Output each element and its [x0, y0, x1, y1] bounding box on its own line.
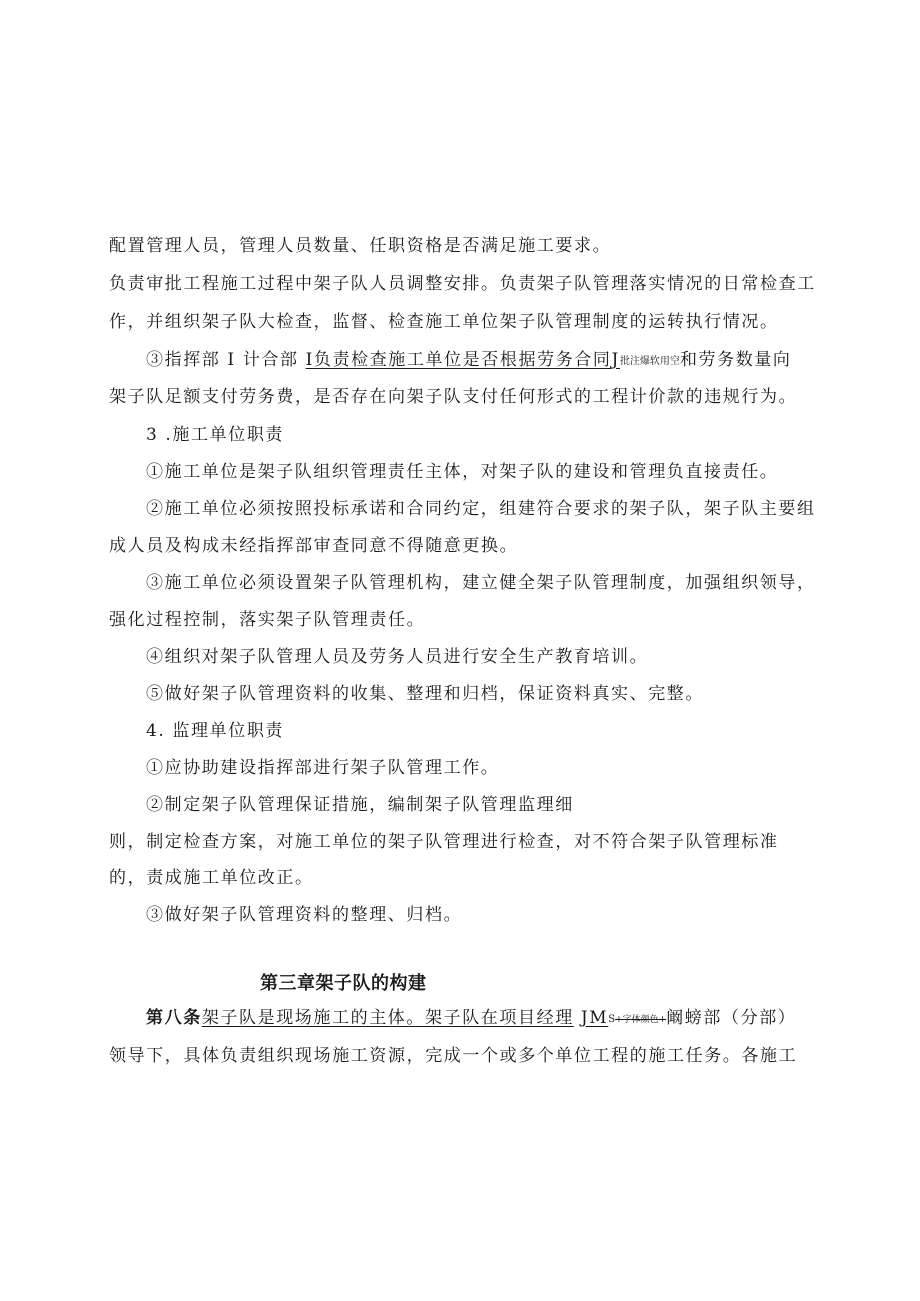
text-line-15: ①应协助建设指挥部进行架子队管理工作。	[146, 758, 500, 778]
underlined-revision: 架子队是现场施工的主体。架子队在项目经理	[201, 1008, 574, 1028]
revision-mark: JM	[580, 1008, 609, 1028]
text-line-last: 领导下，具体负责组织现场施工资源，完成一个或多个单位工程的施工任务。各施工	[109, 1046, 798, 1066]
section-heading-4: 4. 监理单位职责	[146, 721, 285, 741]
text-line-2: 负责审批工程施工过程中架子队人员调整安排。负责架子队管理落实情况的日常检查工	[109, 274, 816, 294]
text-line-8: ②施工单位必须按照投标承诺和合同约定，组建符合要求的架子队，架子队主要组	[146, 499, 816, 519]
superscript-mark: S	[608, 1014, 616, 1025]
text-segment: I	[227, 350, 236, 370]
text-line-16: ②制定架子队管理保证措施，编制架子队管理监理细	[146, 795, 574, 815]
text-line-13: ⑤做好架子队管理资料的收集、整理和归档，保证资料真实、完整。	[146, 684, 704, 704]
text-segment: 和劳务数量向	[679, 350, 792, 370]
text-segment: ③指挥部	[146, 350, 221, 370]
text-segment: 计合部	[242, 350, 299, 370]
article-label: 第八条	[146, 1008, 202, 1028]
underlined-revision: I负责检查施工单位是否根据劳务合同	[305, 350, 612, 370]
text-segment: 阚螃部（分部）	[666, 1008, 797, 1028]
text-line-10: ③施工单位必须设置架子队管理机构，建立健全架子队管理制度，加强组织领导，	[146, 573, 816, 593]
text-line-19: ③做好架子队管理资料的整理、归档。	[146, 905, 463, 925]
text-line-5: 架子队足额支付劳务费，是否存在向架子队支付任何形式的工程计价款的违规行为。	[109, 387, 798, 407]
section-heading-3: 3 .施工单位职责	[146, 425, 285, 445]
comment-note: 批注爆软用空	[619, 356, 680, 367]
text-line-4	[146, 348, 792, 374]
struck-format-note: +字体颜色+	[615, 1015, 667, 1025]
text-line-7: ①施工单位是架子队组织管理责任主体，对架子队的建设和管理负直接责任。	[146, 462, 779, 482]
revision-mark: J	[611, 350, 620, 370]
text-line-18: 的，责成施工单位改正。	[109, 868, 314, 888]
chapter-heading: 第三章架子队的构建	[260, 973, 427, 994]
text-line-9: 成人员及构成未经指挥部审查同意不得随意更换。	[109, 536, 519, 556]
text-line-1: 配置管理人员，管理人员数量、任职资格是否满足施工要求。	[109, 236, 612, 256]
text-line-3: 作，并组织架子队大检查，监督、检查施工单位架子队管理制度的运转执行情况。	[109, 312, 779, 332]
text-line-12: ④组织对架子队管理人员及劳务人员进行安全生产教育培训。	[146, 647, 649, 667]
text-line-11: 强化过程控制，落实架子队管理责任。	[109, 610, 426, 630]
text-line-17: 则，制定检查方案，对施工单位的架子队管理进行检查，对不符合架子队管理标准	[109, 832, 779, 852]
article-8-line	[146, 1006, 796, 1032]
